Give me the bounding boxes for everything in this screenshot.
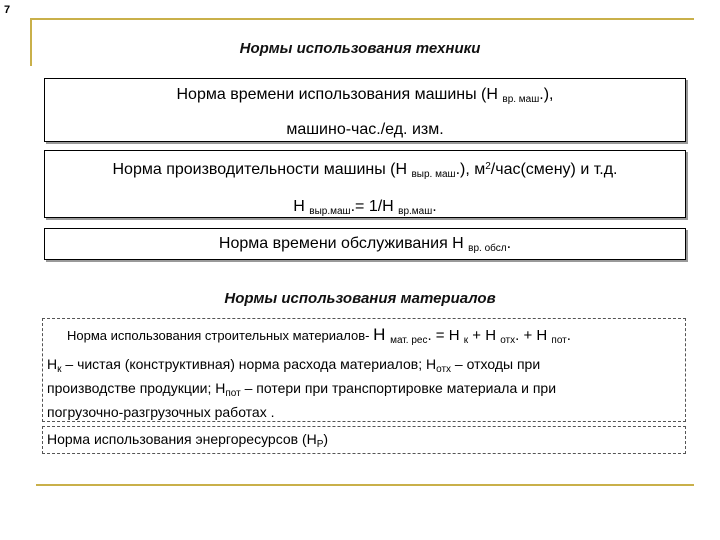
energy-norm-box [42, 426, 686, 454]
service-time-norm-text: Норма времени обслуживания Н $_{вр. обсл}$. [218, 235, 512, 254]
materials-desc-line3: погрузочно-разгрузочных работах . [47, 404, 275, 420]
productivity-formula: Н $_{выр.маш}$.= 1/Н $_{вр.маш}$. [293, 198, 437, 217]
materials-formula: Норма использования строительных материалов- Н $_{мат. рес}$. = Н $_к$ + Н $_{отх}$. + Н $_{пот}$. [67, 325, 571, 346]
equipment-heading: Нормы использования техники [239, 40, 481, 57]
machine-time-norm-unit: машино-час./ед. изм. [286, 121, 444, 138]
slide-number: 7 [4, 4, 11, 16]
machine-time-norm-box [44, 78, 686, 142]
materials-heading: Нормы использования материалов [224, 290, 496, 307]
frame-bottom-line [36, 484, 694, 486]
machine-productivity-norm-box [44, 150, 686, 218]
materials-description [47, 355, 556, 422]
materials-desc-line2: производстве продукции; $Н_{пот}$ – потери при транспортировке материала и при [47, 380, 557, 399]
frame-top-line [30, 18, 694, 20]
materials-desc-line1: $Н_к$ – чистая (конструктивная) норма расхода материалов; $Н_{отх}$ – отходы при [47, 356, 541, 375]
materials-norm-box [42, 318, 686, 422]
service-time-norm-box [44, 228, 686, 260]
energy-norm-text: Норма использования энергоресурсов $(Н_Р)$ [47, 431, 329, 450]
machine-time-norm-line1: Норма времени использования машины (Н $_{вр. маш}$.), [176, 86, 554, 105]
productivity-norm-line1: Норма производительности машины (Н $_{выр. маш}$.), $м^2/час(смену)$ и т.д. [112, 161, 618, 180]
